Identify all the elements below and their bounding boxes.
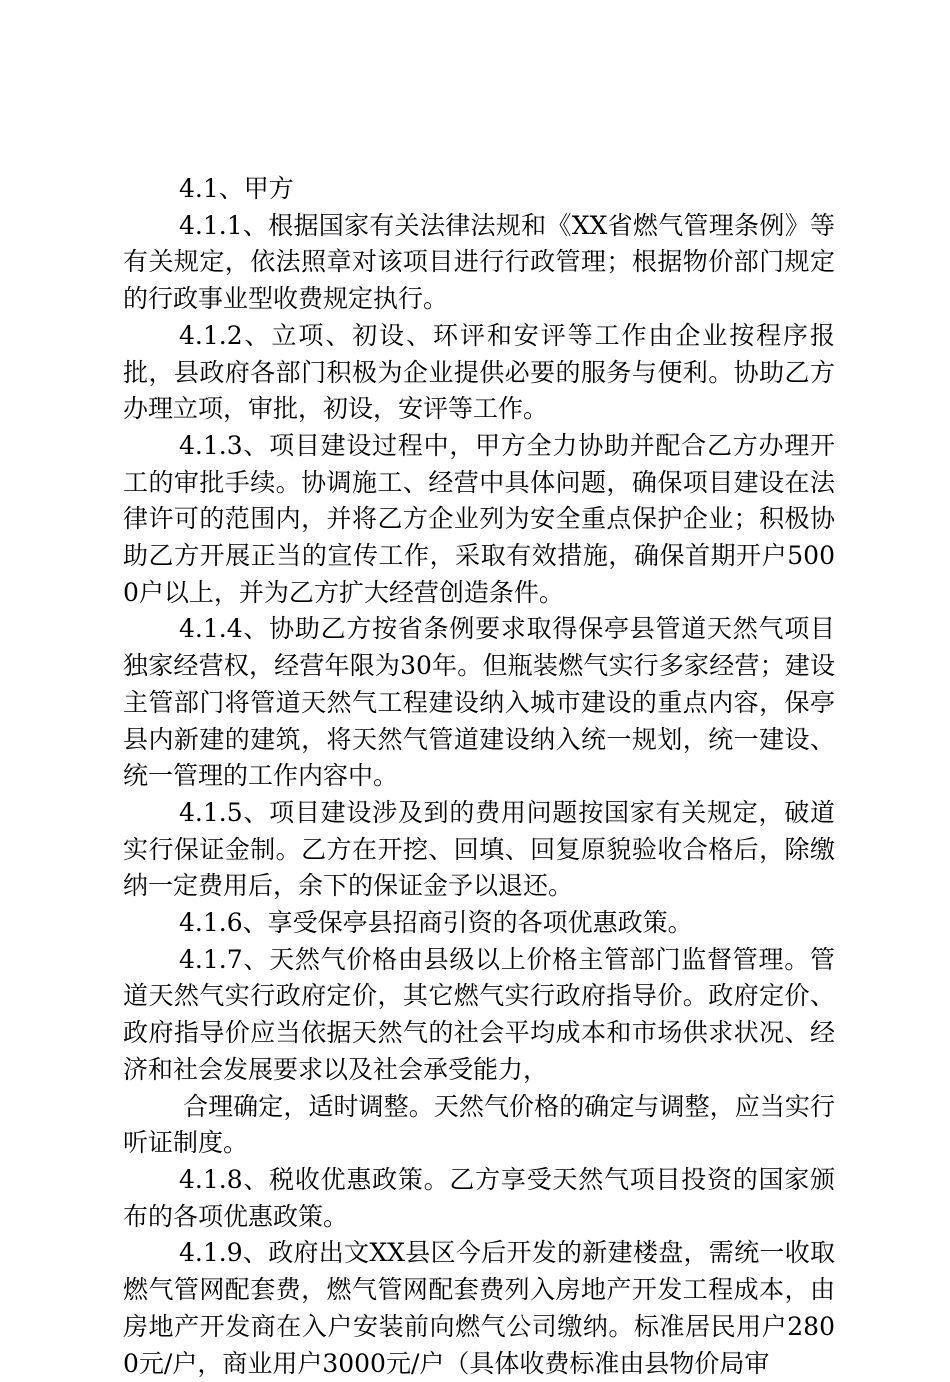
clause-4-1-1: 4.1.1、根据国家有关法律法规和《XX省燃气管理条例》等有关规定，依法照章对该项目进行行政管理；根据物价部门规定的行政事业型收费规定执行。 bbox=[123, 210, 835, 314]
section-heading: 4.1、甲方 bbox=[179, 174, 294, 203]
clause-4-1-4: 4.1.4、协助乙方按省条例要求取得保亭县管道天然气项目独家经营权，经营年限为30年。但瓶装燃气实行多家经营；建设主管部门将管道天然气工程建设纳入城市建设的重点内容，保亭县内新建的建筑，将天然气管道建设纳入统一规划，统一建设、统一管理的工作内容中。 bbox=[123, 614, 835, 791]
document-body bbox=[123, 171, 835, 1382]
clause-4-1-5: 4.1.5、项目建设涉及到的费用问题按国家有关规定，破道实行保证金制。乙方在开挖、回填、回复原貌验收合格后，除缴纳一定费用后，余下的保证金予以退还。 bbox=[123, 797, 835, 901]
clause-4-1-3: 4.1.3、项目建设过程中，甲方全力协助并配合乙方办理开工的审批手续。协调施工、经营中具体问题，确保项目建设在法律许可的范围内，并将乙方企业列为安全重点保护企业；积极协助乙方开展正当的宣传工作，采取有效措施，确保首期开户5000户以上，并为乙方扩大经营创造条件。 bbox=[123, 430, 835, 607]
clause-4-1-2: 4.1.2、立项、初设、环评和安评等工作由企业按程序报批，县政府各部门积极为企业提供必要的服务与便利。协助乙方办理立项，审批，初设，安评等工作。 bbox=[123, 320, 835, 424]
clause-4-1-7-continued: 合理确定，适时调整。天然气价格的确定与调整，应当实行听证制度。 bbox=[123, 1091, 835, 1158]
clause-4-1-9: 4.1.9、政府出文XX县区今后开发的新建楼盘，需统一收取燃气管网配套费，燃气管网配套费列入房地产开发工程成本，由房地产开发商在入户安装前向燃气公司缴纳。标准居民用户2800元/户，商业用户3000元/户（具体收费标准由县物价局审 bbox=[123, 1238, 835, 1378]
clause-4-1-7: 4.1.7、天然气价格由县级以上价格主管部门监督管理。管道天然气实行政府定价，其它燃气实行政府指导价。政府定价、政府指导价应当依据天然气的社会平均成本和市场供求状况、经济和社会发展要求以及社会承受能力， bbox=[123, 944, 835, 1084]
clause-4-1-6: 4.1.6、享受保亭县招商引资的各项优惠政策。 bbox=[179, 908, 693, 938]
clause-4-1-8: 4.1.8、税收优惠政策。乙方享受天然气项目投资的国家颁布的各项优惠政策。 bbox=[123, 1164, 835, 1231]
